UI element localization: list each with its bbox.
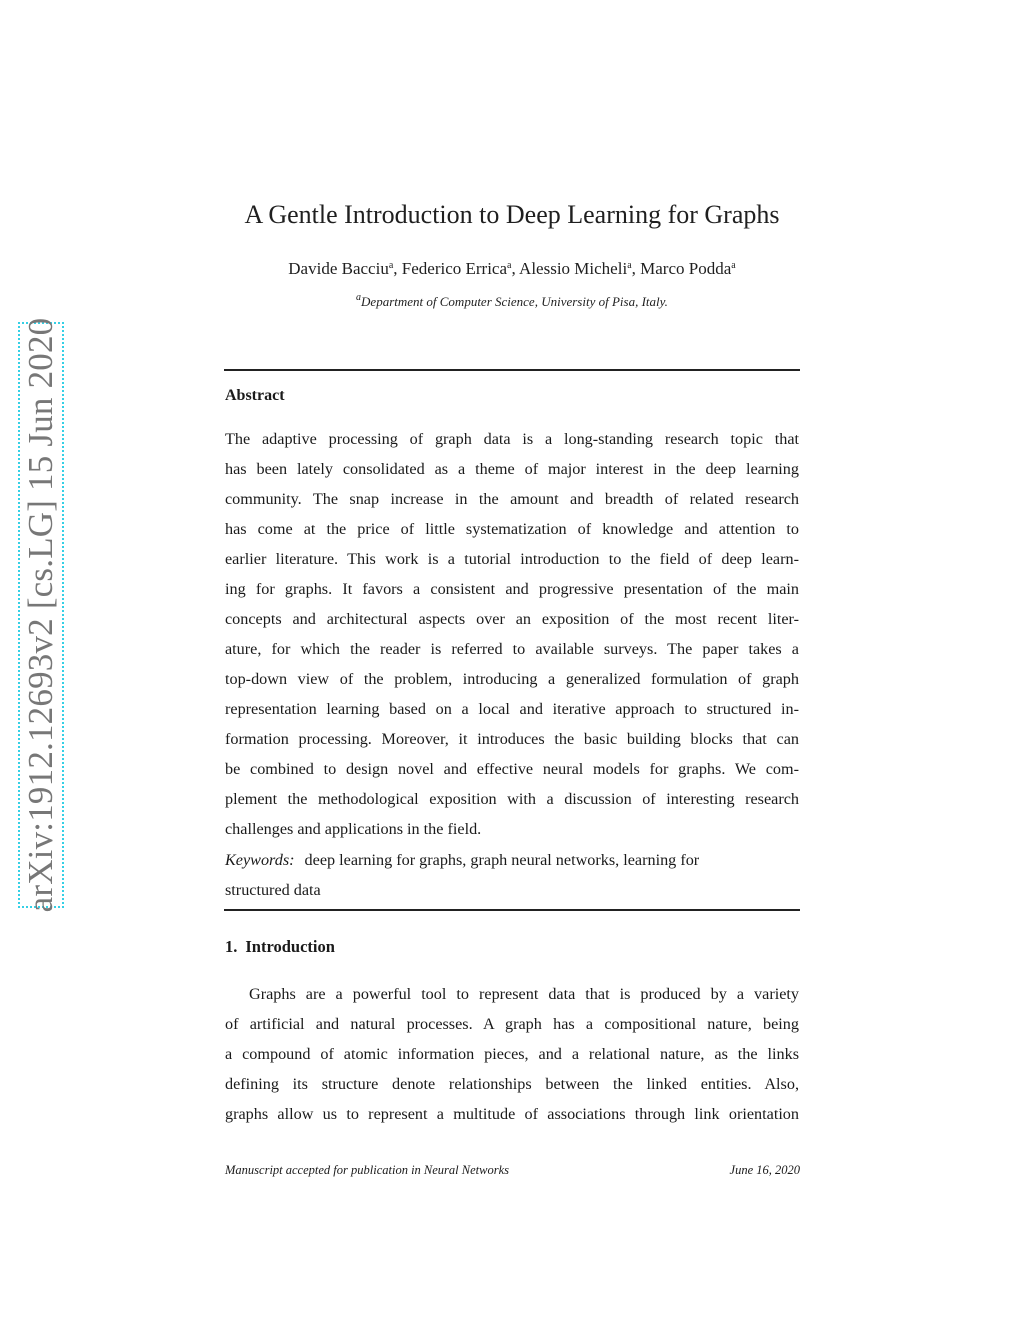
body-line: a compound of atomic information pieces, and a relational nature, as the links xyxy=(225,1045,799,1063)
body-line: defining its structure denote relationships between the linked entities. Also, xyxy=(225,1075,799,1093)
abstract-heading: Abstract xyxy=(225,387,285,404)
author-separator: , xyxy=(393,259,402,278)
abstract-line: community. The snap increase in the amount and breadth of related research xyxy=(225,490,799,508)
affiliation-text: Department of Computer Science, University of Pisa, Italy. xyxy=(361,294,668,309)
abstract-line: ing for graphs. It favors a consistent and progressive presentation of the main xyxy=(225,580,799,598)
abstract-line: challenges and applications in the field. xyxy=(225,820,482,838)
keywords-text: deep learning for graphs, graph neural networks, learning for xyxy=(304,851,700,869)
body-line: Graphs are a powerful tool to represent data that is produced by a variety xyxy=(249,985,799,1003)
abstract-top-rule xyxy=(224,369,800,371)
abstract-line: ature, for which the reader is referred to available surveys. The paper takes a xyxy=(225,640,799,658)
author-name: Marco Podda xyxy=(640,259,732,278)
paper-title: A Gentle Introduction to Deep Learning for Graphs xyxy=(244,200,780,229)
footer-date: June 16, 2020 xyxy=(729,1163,800,1177)
author-affiliation-mark: a xyxy=(507,260,512,271)
abstract-line: has come at the price of little systematization of knowledge and attention to xyxy=(225,520,799,538)
arxiv-stamp xyxy=(18,317,64,913)
author-name: Davide Bacciu xyxy=(288,259,389,278)
abstract-line: earlier literature. This work is a tutorial introduction to the field of deep learn- xyxy=(225,550,799,568)
section-heading xyxy=(225,937,335,957)
section-number: 1. xyxy=(225,937,238,956)
arxiv-identifier: arXiv:1912.12693v2 [cs.LG] 15 Jun 2020 xyxy=(21,317,60,913)
author-list xyxy=(0,259,1024,279)
abstract-line: The adaptive processing of graph data is a long-standing research topic that xyxy=(225,430,799,448)
keywords-line xyxy=(225,845,799,875)
keywords-line: structured data xyxy=(225,881,321,899)
abstract-line: top-down view of the problem, introducing a generalized formulation of graph xyxy=(225,670,799,688)
body-line: of artificial and natural processes. A graph has a compositional nature, being xyxy=(225,1015,799,1033)
abstract-line: plement the methodological exposition with a discussion of interesting research xyxy=(225,790,799,808)
abstract-line: has been lately consolidated as a theme of major interest in the deep learning xyxy=(225,460,799,478)
author-separator: , xyxy=(631,259,641,278)
keywords-block xyxy=(225,845,799,905)
abstract-line: representation learning based on a local and iterative approach to structured in- xyxy=(225,700,799,718)
author-name: Alessio Micheli xyxy=(519,259,628,278)
author-affiliation-mark: a xyxy=(731,260,736,271)
footer-publication-note: Manuscript accepted for publication in Neural Networks xyxy=(225,1163,509,1177)
author-separator: , xyxy=(511,259,520,278)
affiliation-mark: a xyxy=(356,292,362,303)
author-name: Federico Errica xyxy=(401,259,508,278)
abstract-line: be combined to design novel and effective neural models for graphs. We com- xyxy=(225,760,799,778)
keywords-label: Keywords: xyxy=(225,851,295,869)
affiliation xyxy=(0,294,1024,310)
introduction-body xyxy=(225,979,799,1129)
author-affiliation-mark: a xyxy=(627,260,632,271)
body-line: graphs allow us to represent a multitude of associations through link orientation xyxy=(225,1105,799,1123)
abstract-line: formation processing. Moreover, it introduces the basic building blocks that can xyxy=(225,730,799,748)
abstract-bottom-rule xyxy=(224,909,800,911)
abstract-body xyxy=(225,424,799,844)
section-title: Introduction xyxy=(245,937,335,956)
author-affiliation-mark: a xyxy=(388,260,394,271)
abstract-line: concepts and architectural aspects over an exposition of the most recent liter- xyxy=(225,610,799,628)
